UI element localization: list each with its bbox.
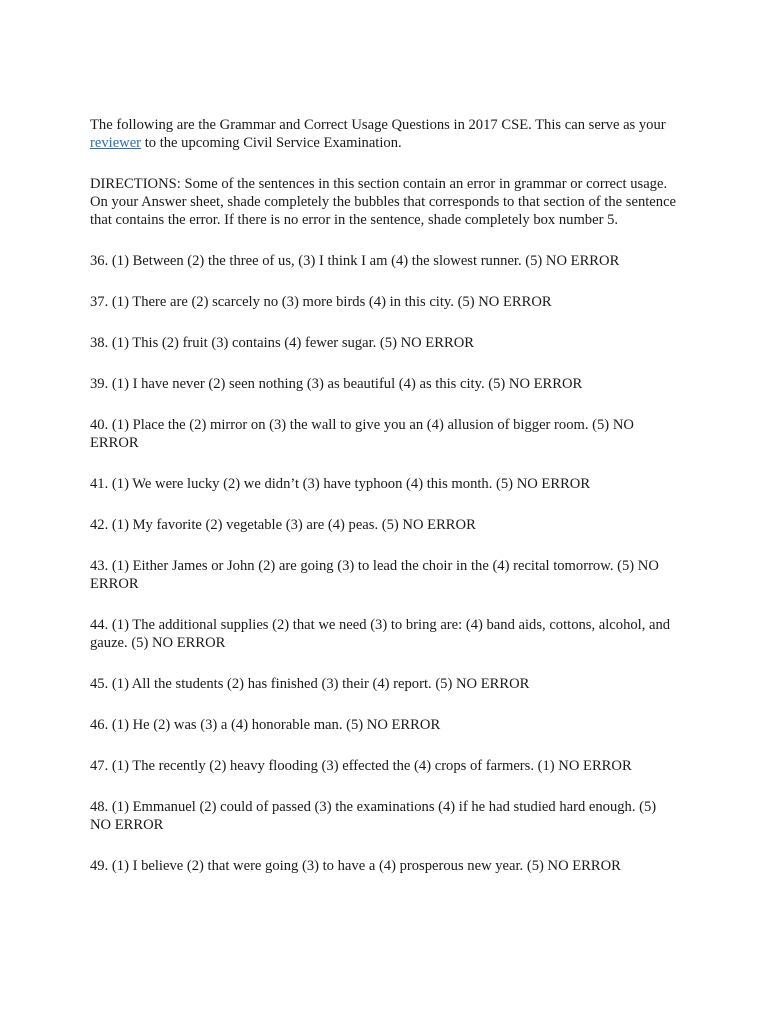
- question-text: (1) I believe (2) that were going (3) to have a (4) prosperous new year. (5) NO ERROR: [111, 858, 621, 874]
- question-number: 43.: [90, 558, 109, 574]
- question-number: 49.: [90, 858, 109, 874]
- intro-text-before-link: The following are the Grammar and Correct Usage Questions in 2017 CSE. This can serve as your: [90, 117, 666, 133]
- question-item: [90, 857, 680, 875]
- question-text: (1) Between (2) the three of us, (3) I think I am (4) the slowest runner. (5) NO ERROR: [111, 253, 620, 269]
- question-item: [90, 798, 680, 834]
- question-number: 47.: [90, 758, 109, 774]
- question-text: (1) The additional supplies (2) that we need (3) to bring are: (4) band aids, cottons, alcohol, and gauze. (5) NO ERROR: [90, 617, 671, 651]
- question-text: (1) This (2) fruit (3) contains (4) fewer sugar. (5) NO ERROR: [111, 335, 474, 351]
- question-number: 45.: [90, 676, 109, 692]
- question-number: 36.: [90, 253, 109, 269]
- question-number: 37.: [90, 294, 109, 310]
- document-body: [90, 116, 680, 898]
- question-number: 46.: [90, 717, 109, 733]
- question-text: (1) I have never (2) seen nothing (3) as beautiful (4) as this city. (5) NO ERROR: [111, 376, 583, 392]
- question-text: (1) All the students (2) has finished (3) their (4) report. (5) NO ERROR: [111, 676, 530, 692]
- question-item: [90, 293, 680, 311]
- question-number: 41.: [90, 476, 109, 492]
- question-item: [90, 516, 680, 534]
- question-item: [90, 252, 680, 270]
- question-text: (1) Place the (2) mirror on (3) the wall to give you an (4) allusion of bigger room. (5) NO ERROR: [90, 417, 634, 451]
- question-list: [90, 252, 680, 875]
- reviewer-link[interactable]: reviewer: [90, 135, 142, 151]
- question-item: [90, 375, 680, 393]
- question-item: [90, 475, 680, 493]
- question-number: 44.: [90, 617, 109, 633]
- question-number: 38.: [90, 335, 109, 351]
- question-item: [90, 616, 680, 652]
- question-item: [90, 716, 680, 734]
- question-item: [90, 757, 680, 775]
- question-item: [90, 334, 680, 352]
- question-text: (1) The recently (2) heavy flooding (3) effected the (4) crops of farmers. (1) NO ERROR: [111, 758, 632, 774]
- question-number: 42.: [90, 517, 109, 533]
- question-text: (1) Emmanuel (2) could of passed (3) the examinations (4) if he had studied hard enough. (5) NO ERROR: [90, 799, 657, 833]
- question-number: 40.: [90, 417, 109, 433]
- question-item: [90, 675, 680, 693]
- question-text: (1) We were lucky (2) we didn’t (3) have typhoon (4) this month. (5) NO ERROR: [111, 476, 591, 492]
- question-item: [90, 557, 680, 593]
- question-text: (1) He (2) was (3) a (4) honorable man. (5) NO ERROR: [111, 717, 441, 733]
- question-item: [90, 416, 680, 452]
- intro-paragraph: [90, 116, 680, 152]
- question-text: (1) There are (2) scarcely no (3) more birds (4) in this city. (5) NO ERROR: [111, 294, 552, 310]
- question-number: 48.: [90, 799, 109, 815]
- question-text: (1) My favorite (2) vegetable (3) are (4) peas. (5) NO ERROR: [111, 517, 476, 533]
- question-number: 39.: [90, 376, 109, 392]
- question-text: (1) Either James or John (2) are going (3) to lead the choir in the (4) recital tomorrow. (5) NO ERROR: [90, 558, 659, 592]
- intro-text-after-link: to the upcoming Civil Service Examination.: [141, 135, 402, 151]
- directions-paragraph: DIRECTIONS: Some of the sentences in this section contain an error in grammar or correct usage. On your Answer sheet, shade completely the bubbles that corresponds to that section of the sentence that contains the error. If there is no error in the sentence, shade completely box number 5.: [90, 176, 677, 228]
